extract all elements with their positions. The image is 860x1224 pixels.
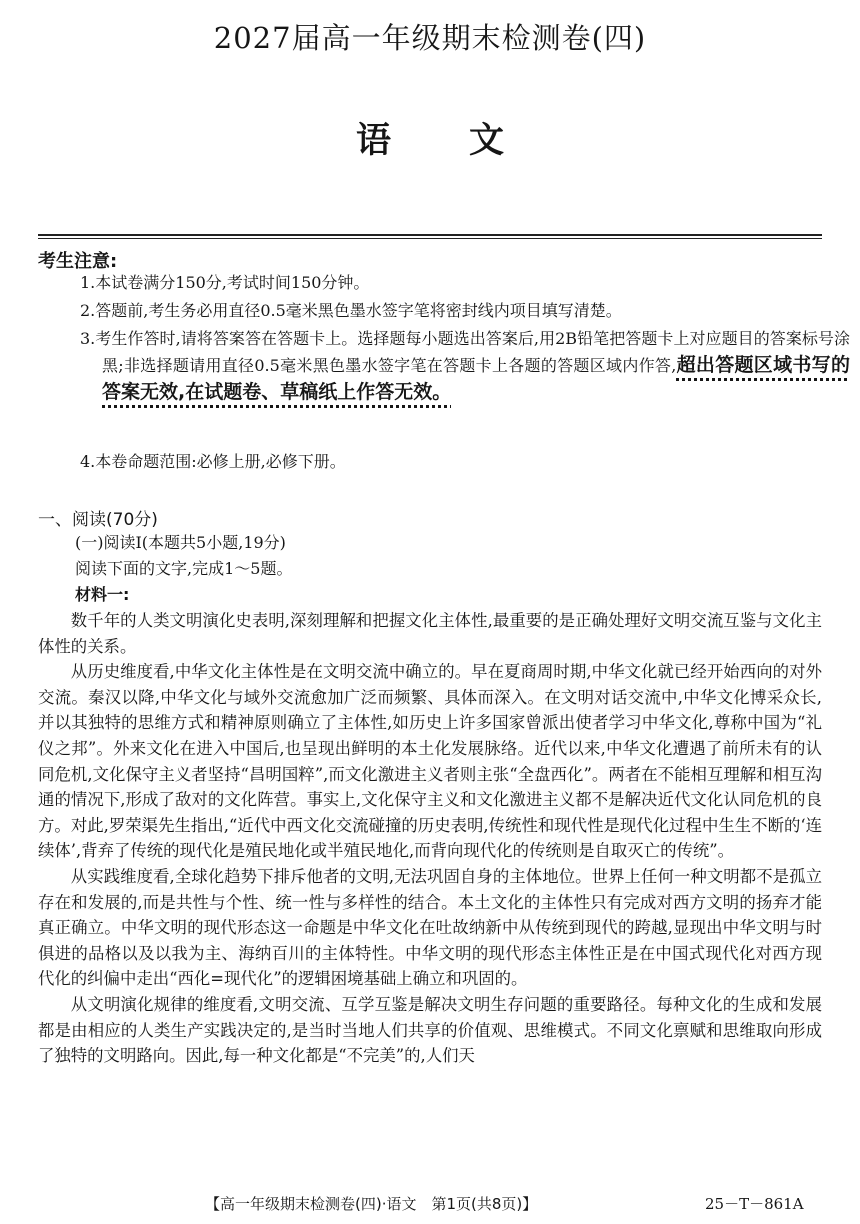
material-heading: 材料一: [75, 585, 130, 604]
passage-paragraph-3: 从实践维度看,全球化趋势下排斥他者的文明,无法巩固自身的主体地位。世界上任何一种文明都不是孤立存在和发展的,而是共性与个性、统一性与多样性的结合。本土文化的主体性只有完成对西方文明的扬弃才能真正确立。中华文明的现代形态这一命题是中华文化在吐故纳新中从传统到现代的跨越,显现出中华文明与时俱进的品格以及以我为主、海纳百川的主体特性。中华文明的现代形态主体性正是在中国式现代化对西方现代化的纠偏中走出“西化=现代化”的逻辑困境基础上确立和巩固的。 [38, 866, 822, 989]
exam-title: 2027届高一年级期末检测卷(四) [213, 21, 647, 55]
reading-instruction: 阅读下面的文字,完成1～5题。 [75, 559, 293, 578]
passage-paragraph-4: 从文明演化规律的维度看,文明交流、互学互鉴是解决文明生存问题的重要路径。每种文化的生成和发展都是由相应的人类生产实践决定的,是当时当地人们共享的价值观、思维模式。不同文化禀赋和思维取向形成了独特的文明路向。因此,每一种文化都是“不完美”的,人们天 [38, 994, 822, 1066]
passage-paragraph-2: 从历史维度看,中华文化主体性是在文明交流中确立的。早在夏商周时期,中华文化就已经开始西向的对外交流。秦汉以降,中华文化与域外交流愈加广泛而频繁、具体而深入。在文明对话交流中,中华文化博采众长,并以其独特的思维方式和精神原则确立了主体性,如历史上许多国家曾派出使者学习中华文化,尊称中国为“礼仪之邦”。外来文化在进入中国后,也呈现出鲜明的本土化发展脉络。近代以来,中华文化遭遇了前所未有的认同危机,文化保守主义者坚持“昌明国粹”,而文化激进主义者则主张“全盘西化”。两者在不能相互理解和相互沟通的情况下,形成了敌对的文化阵营。事实上,文化保守主义和文化激进主义都不是解决近代文化认同危机的良方。对此,罗荣渠先生指出,“近代中西文化交流碰撞的历史表明,传统性和现代性是现代化过程中生生不断的‘连续体’,背弃了传统的现代化是殖民地化或半殖民地化,而背向现代化的传统则是自取灭亡的传统”。 [38, 662, 822, 861]
passage-paragraph-1: 数千年的人类文明演化史表明,深刻理解和把握文化主体性,最重要的是正确处理好文明交流互鉴与文化主体性的关系。 [38, 611, 822, 656]
notice-heading: 考生注意: [38, 251, 118, 272]
part-heading: (一)阅读Ⅰ(本题共5小题,19分) [75, 533, 286, 552]
header-divider-thin [38, 238, 822, 239]
notice-item-2: 2.答题前,考生务必用直径0.5毫米黑色墨水签字笔将密封线内项目填写清楚。 [80, 301, 622, 320]
notice-item-3-text: 3.考生作答时,请将答案答在答题卡上。选择题每小题选出答案后,用2B铅笔把答题卡上对应题目的答案标号涂黑;非选择题请用直径0.5毫米黑色墨水签字笔在答题卡上各题的答题区域内作答, [80, 329, 850, 375]
section-heading: 一、阅读(70分) [38, 510, 158, 530]
header-divider [38, 234, 822, 236]
footer-page-info: 【高一年级期末检测卷(四)·语文 第1页(共8页)】 [205, 1195, 538, 1213]
footer-paper-code: 25－T－861A [705, 1195, 804, 1213]
subject-title: 语文 [355, 121, 582, 161]
notice-item-3-emphasis: 超出答题区域书写的答案无效,在试题卷、草稿纸上作答无效。 [102, 354, 850, 403]
notice-item-4: 4.本卷命题范围:必修上册,必修下册。 [80, 452, 346, 471]
notice-item-3 [80, 326, 850, 406]
reading-passage [38, 608, 822, 1069]
notice-item-1: 1.本试卷满分150分,考试时间150分钟。 [80, 273, 370, 292]
